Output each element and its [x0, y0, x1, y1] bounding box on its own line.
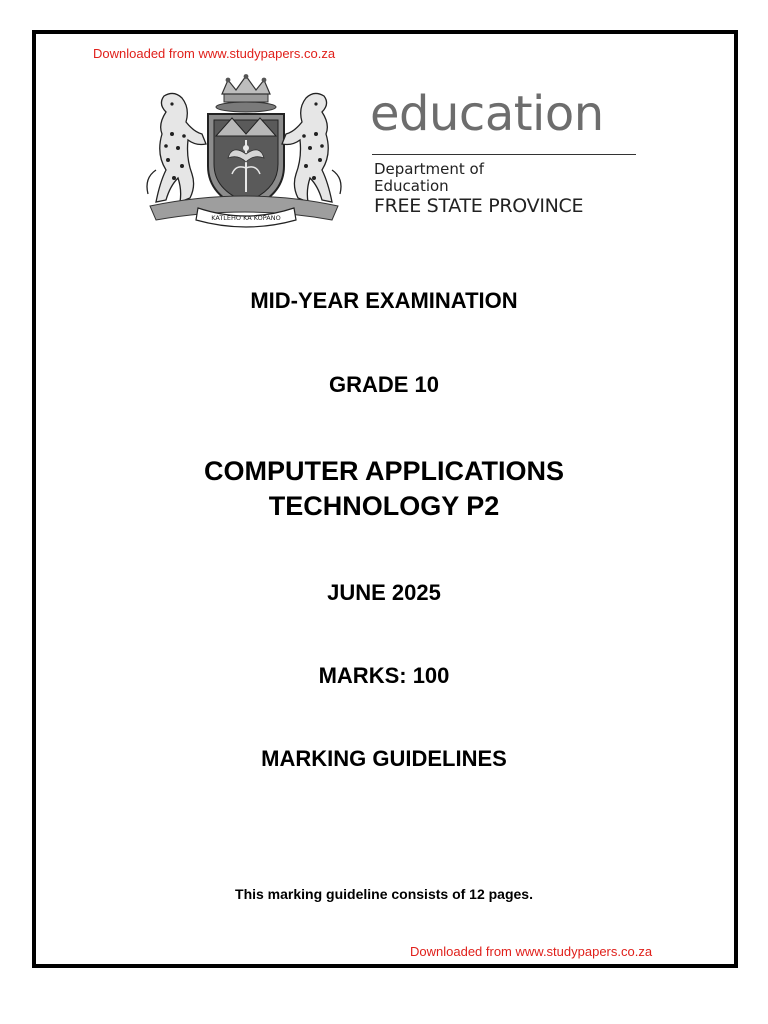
total-marks: MARKS: 100	[318, 663, 450, 688]
left-leopard-icon	[147, 93, 206, 202]
page-count-note: This marking guideline consists of 12 pages.	[235, 886, 533, 902]
watermark-bottom: Downloaded from www.studypapers.co.za	[410, 944, 653, 959]
subject-title-line-2: TECHNOLOGY P2	[268, 491, 500, 521]
exam-title: MID-YEAR EXAMINATION	[250, 288, 518, 313]
department-province: FREE STATE PROVINCE	[374, 195, 584, 217]
brand-word: education	[370, 86, 604, 142]
exam-session: JUNE 2025	[327, 580, 441, 605]
grade-label: GRADE 10	[328, 372, 440, 397]
crown-icon	[222, 74, 270, 102]
department-line-1: Department of	[374, 160, 484, 178]
free-state-coat-of-arms-icon	[136, 74, 352, 230]
right-leopard-icon	[282, 93, 341, 202]
brand-divider	[372, 154, 636, 155]
department-line-2: Education	[374, 177, 449, 195]
subject-title-line-1: COMPUTER APPLICATIONS	[203, 456, 564, 486]
crest-motto: KATLEHO KA KOPANO	[211, 214, 281, 222]
watermark-top: Downloaded from www.studypapers.co.za	[93, 46, 336, 61]
document-type: MARKING GUIDELINES	[261, 746, 507, 771]
